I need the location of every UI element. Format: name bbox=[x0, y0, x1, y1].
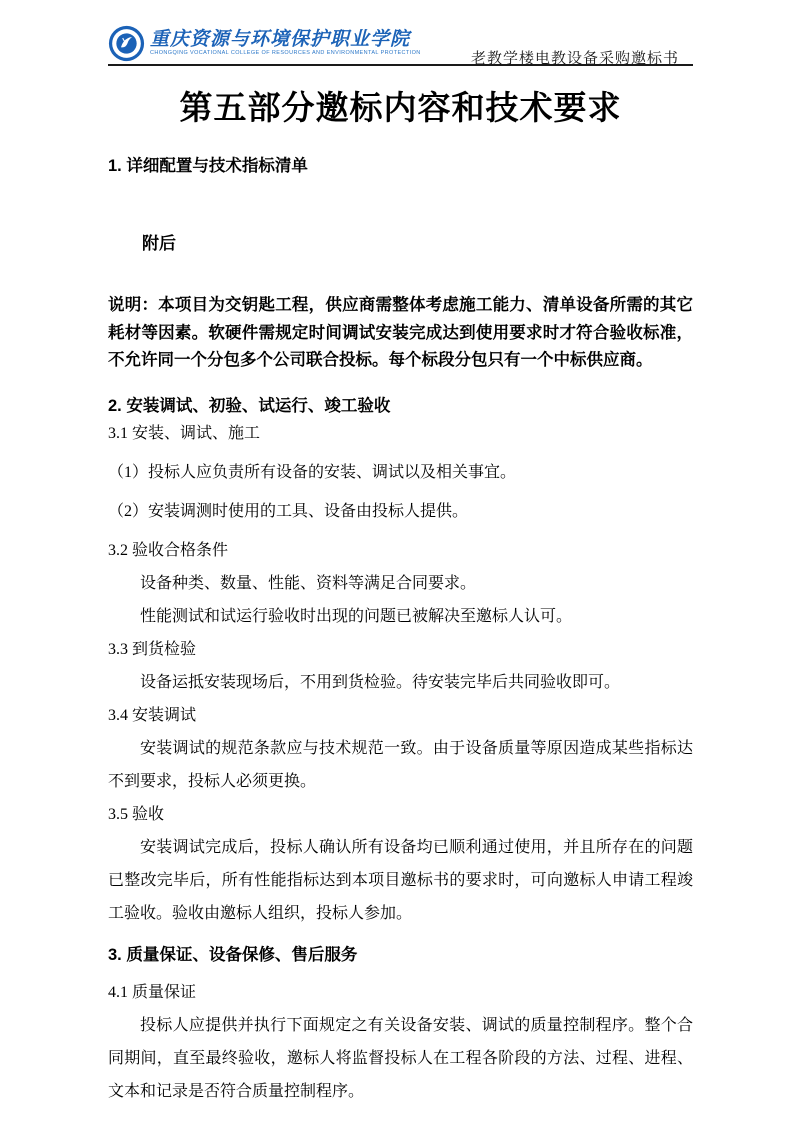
paragraph: 2. 安装调试、初验、试运行、竣工验收 bbox=[108, 396, 391, 415]
college-emblem-icon bbox=[108, 25, 145, 62]
college-logo bbox=[108, 25, 421, 64]
paragraph: （1）投标人应负责所有设备的安装、调试以及相关事宜。 bbox=[108, 463, 517, 481]
paragraph: 设备种类、数量、性能、资料等满足合同要求。 bbox=[140, 574, 477, 592]
paragraph: 3.4 安装调试 bbox=[108, 706, 197, 724]
header-doc-title: 老教学楼电教设备采购邀标书 bbox=[470, 51, 679, 67]
paragraph: 说明：本项目为交钥匙工程，供应商需整体考虑施工能力、清单设备所需的其它耗材等因素。软硬件需规定时间调试安装完成达到使用要求时才符合验收标准，不允许同一个分包多个公司联合投标。每个标段分包只有一个中标供应商。 bbox=[108, 296, 693, 369]
paragraph: 3. 质量保证、设备保修、售后服务 bbox=[108, 945, 358, 964]
college-name-en: CHONGQING VOCATIONAL COLLEGE OF RESOURCES AND ENVIRONMENTAL PROTECTION bbox=[150, 50, 421, 57]
paragraph: 4.1 质量保证 bbox=[108, 983, 197, 1001]
college-name-zh: 重庆资源与环境保护职业学院 bbox=[150, 29, 411, 51]
paragraph: 安装调试完成后，投标人确认所有设备均已顺利通过使用，并且所存在的问题已整改完毕后，所有性能指标达到本项目邀标书的要求时，可向邀标人申请工程竣工验收。验收由邀标人组织，投标人参加。 bbox=[108, 838, 693, 922]
paragraph: 投标人应提供并执行下面规定之有关设备安装、调试的质量控制程序。整个合同期间，直至最终验收，邀标人将监督投标人在工程各阶段的方法、过程、进程、文本和记录是否符合质量控制程序。 bbox=[108, 1016, 693, 1100]
paragraph: （2）安装调测时使用的工具、设备由投标人提供。 bbox=[108, 502, 469, 520]
paragraph: 附后 bbox=[142, 234, 176, 253]
paragraph: 3.1 安装、调试、施工 bbox=[108, 424, 261, 442]
college-name-block bbox=[150, 30, 421, 57]
paragraph: 3.2 验收合格条件 bbox=[108, 541, 229, 559]
paragraph: 3.3 到货检验 bbox=[108, 640, 197, 658]
paragraph: 设备运抵安装现场后，不用到货检验。待安装完毕后共同验收即可。 bbox=[140, 673, 621, 691]
paragraph: 性能测试和试运行验收时出现的问题已被解决至邀标人认可。 bbox=[140, 607, 573, 625]
paragraph: 3.5 验收 bbox=[108, 805, 165, 823]
paragraph: 1. 详细配置与技术指标清单 bbox=[108, 157, 308, 175]
paragraph: 安装调试的规范条款应与技术规范一致。由于设备质量等原因造成某些指标达不到要求，投标人必须更换。 bbox=[108, 739, 693, 790]
page-header bbox=[108, 20, 693, 66]
document-body bbox=[108, 155, 693, 1108]
page-title: 第五部分邀标内容和技术要求 bbox=[179, 89, 622, 126]
